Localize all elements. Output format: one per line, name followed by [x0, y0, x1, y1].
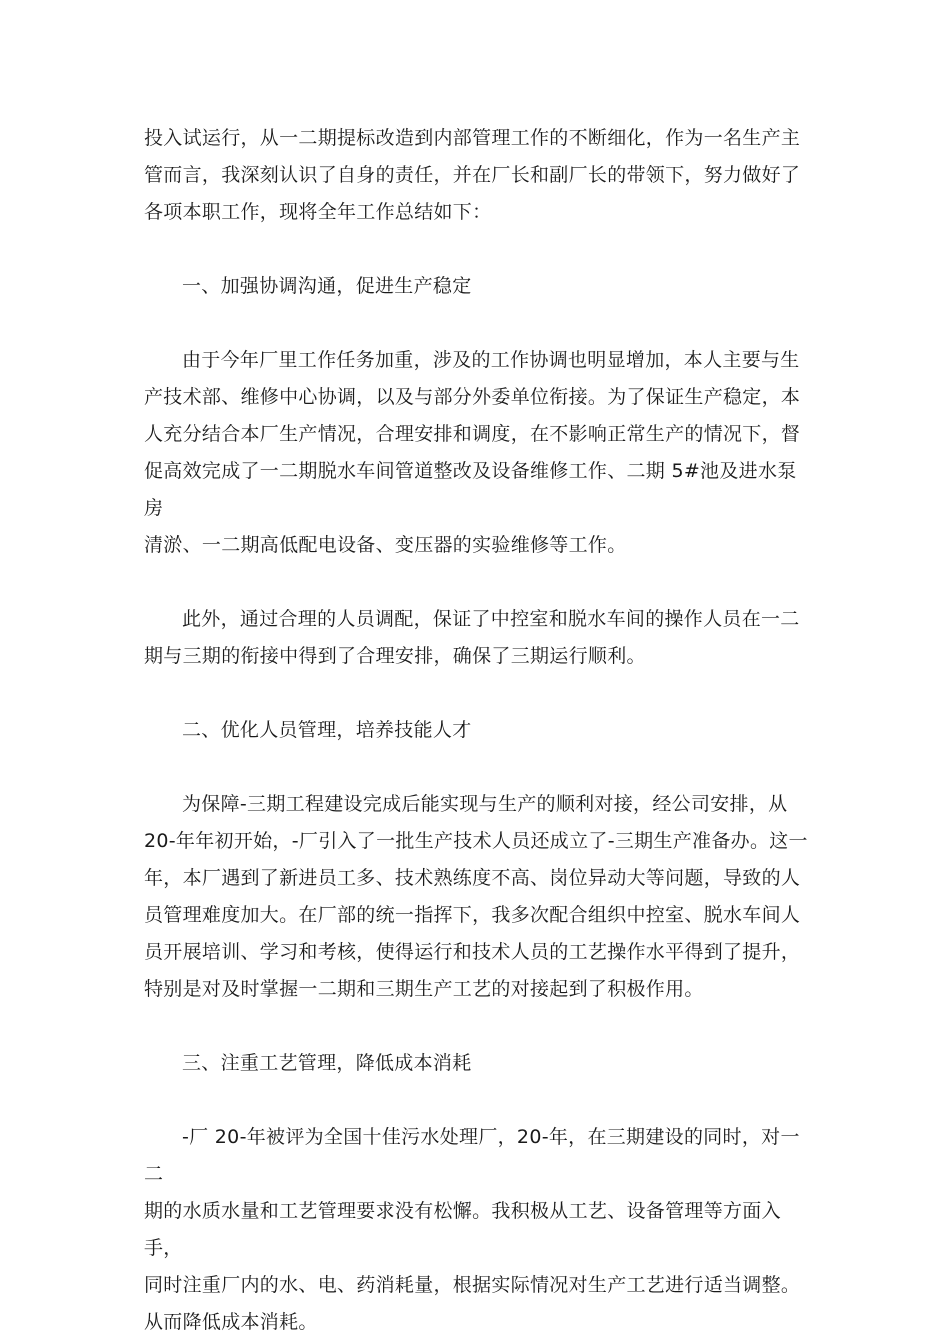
section-3-paragraph: -厂 20-年被评为全国十佳污水处理厂，20-年，在三期建设的同时，对一二 期的水质水量和工艺管理要求没有松懈。我积极从工艺、设备管理等方面入手， 同时注重厂内的水、电、药消耗量，根据实际情况对生产工艺进行适当调整。 从而降低成本消耗。 — [144, 1126, 801, 1333]
section-2-paragraph: 为保障-三期工程建设完成后能实现与生产的顺利对接，经公司安排，从 20-年年初开始，-厂引入了一批生产技术人员还成立了-三期生产准备办。这一 年，本厂遇到了新进员工多、技术熟练度不高、岗位异动大等问题，导致的人 员管理难度加大。在厂部的统一指挥下，我多次配合组织中控室、脱水车间人 员开展培训、学习和考核，使得运行和技术人员的工艺操作水平得到了提升， 特别是对及时掌握一二期和三期生产工艺的对接起到了积极作用。 — [144, 793, 808, 1000]
document-body — [144, 120, 814, 1341]
intro-paragraph: 投入试运行，从一二期提标改造到内部管理工作的不断细化，作为一名生产主 管而言，我深刻认识了自身的责任，并在厂长和副厂长的带领下，努力做好了 各项本职工作，现将全年工作总结如下： — [144, 127, 801, 223]
section-heading-1: 一、加强协调沟通，促进生产稳定 — [182, 275, 472, 297]
section-1-paragraph-2: 此外，通过合理的人员调配，保证了中控室和脱水车间的操作人员在一二 期与三期的衔接中得到了合理安排，确保了三期运行顺利。 — [144, 608, 800, 667]
section-1-paragraph-1: 由于今年厂里工作任务加重，涉及的工作协调也明显增加，本人主要与生 产技术部、维修中心协调，以及与部分外委单位衔接。为了保证生产稳定，本 人充分结合本厂生产情况，合理安排和调度，在不影响正常生产的情况下，督 促高效完成了一二期脱水车间管道整改及设备维修工作、二期 5#池及进水泵房 清淤、一二期高低配电设备、变压器的实验维修等工作。 — [144, 349, 801, 556]
section-heading-2: 二、优化人员管理，培养技能人才 — [182, 719, 472, 741]
section-heading-3: 三、注重工艺管理，降低成本消耗 — [182, 1052, 472, 1074]
